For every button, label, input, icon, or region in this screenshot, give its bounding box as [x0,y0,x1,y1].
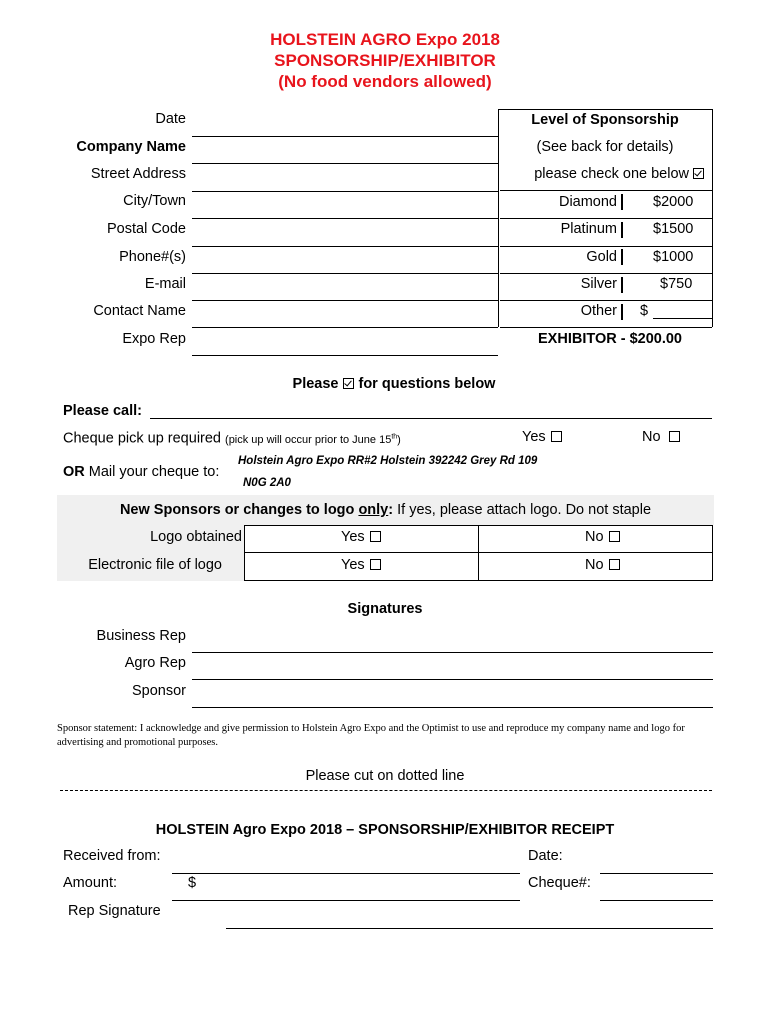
mail-cheque-label [63,464,219,480]
checkbox-icon[interactable] [609,531,620,542]
logo-table-border [244,525,245,580]
level-platinum-label: Platinum [560,221,617,237]
pickup-note-close: ) [397,433,401,446]
sponsorship-box-right-border [712,109,713,327]
business-rep-label: Business Rep [96,628,186,644]
electronic-logo-yes-label: Yes [341,557,365,573]
logo-heading-bold: New Sponsors or changes to logo [119,502,355,518]
dollar-sign: $ [188,875,197,891]
cheque-number-label: Cheque#: [528,875,591,891]
logo-obtained-no-label: No [585,529,604,545]
logo-obtained-no[interactable] [585,529,620,545]
contact-name-field[interactable] [192,327,498,328]
expo-rep-label: Expo Rep [122,331,186,347]
amount-label: Amount: [63,875,117,891]
receipt-date-label: Date: [528,848,563,864]
pickup-no-option[interactable] [642,429,680,445]
check-note-text: please check one below [534,166,689,182]
logo-table-border [712,525,713,580]
postal-code-field[interactable] [192,246,498,247]
level-platinum-price: $1500 [653,221,694,237]
street-address-label: Street Address [90,166,186,182]
level-diamond-label: Diamond [558,194,617,210]
other-amount-field[interactable] [653,318,712,319]
phone-field[interactable] [192,273,498,274]
postal-code-label: Postal Code [107,221,186,237]
agro-rep-label: Agro Rep [124,655,186,671]
or-label: OR [63,464,85,480]
street-address-field[interactable] [192,191,498,192]
city-town-field[interactable] [192,218,498,219]
logo-obtained-yes-label: Yes [341,529,365,545]
questions-heading-pre: Please [292,376,339,392]
level-gold-price: $1000 [653,249,694,265]
level-diamond-price: $2000 [653,194,694,210]
logo-table-border [478,525,479,580]
level-gold-label: Gold [586,249,617,265]
company-name-label: Company Name [76,139,186,155]
logo-table-border [244,580,713,581]
email-field[interactable] [192,300,498,301]
agro-rep-signature-field[interactable] [192,679,713,680]
logo-heading-colon: : [388,502,394,518]
form-note: (No food vendors allowed) [278,72,492,91]
sponsor-label: Sponsor [131,683,186,699]
pickup-note-sup: th [391,433,398,440]
electronic-logo-no-label: No [585,557,604,573]
sponsor-row-divider [500,218,712,219]
date-field[interactable] [192,136,498,137]
city-town-label: City/Town [123,193,186,209]
check-one-note [498,166,704,182]
questions-heading [0,376,770,392]
amount-field[interactable] [172,900,520,901]
received-from-label: Received from: [63,848,161,864]
contact-name-label: Contact Name [93,303,186,319]
please-call-label: Please call: [63,403,142,419]
rep-signature-label: Rep Signature [68,903,161,919]
expo-rep-field[interactable] [192,355,498,356]
business-rep-signature-field[interactable] [192,652,713,653]
please-call-field[interactable] [150,418,712,419]
level-diamond-checkbox[interactable] [621,194,623,210]
sponsor-statement: Sponsor statement: I acknowledge and give permission to Holstein Agro Expo and the Optimist to use and reproduce my company name and logo for advertising and promotional purposes. [57,723,685,748]
logo-obtained-label: Logo obtained [150,529,242,545]
cheque-number-field[interactable] [600,900,713,901]
cheque-pickup-label [63,429,401,448]
electronic-logo-yes[interactable] [341,557,381,573]
sponsor-signature-field[interactable] [192,707,713,708]
phone-label: Phone#(s) [119,249,186,265]
checkbox-icon[interactable] [609,559,620,570]
mailing-address-line2: N0G 2A0 [243,477,291,489]
email-label: E-mail [144,276,186,292]
level-silver-checkbox[interactable] [621,277,623,293]
checked-box-icon [693,168,704,179]
cheque-pickup-text: Cheque pick up required [63,430,221,447]
checkbox-icon[interactable] [370,559,381,570]
level-other-checkbox[interactable] [621,304,623,320]
checkbox-icon[interactable] [370,531,381,542]
exhibitor-option[interactable]: EXHIBITOR - $200.00 [538,331,682,347]
receipt-title: HOLSTEIN Agro Expo 2018 – SPONSORSHIP/EXHIBITOR RECEIPT [155,822,615,838]
level-other-label: Other [580,303,617,319]
pickup-note [225,434,401,446]
cut-instruction: Please cut on dotted line [305,768,465,784]
pickup-yes-option[interactable] [522,429,562,445]
pickup-yes-label: Yes [522,429,546,445]
sponsor-row-divider [500,300,712,301]
level-silver-label: Silver [580,276,617,292]
level-gold-checkbox[interactable] [621,249,623,265]
receipt-date-field[interactable] [600,873,713,874]
logo-heading-only: only [358,502,389,518]
rep-signature-field[interactable] [226,928,713,929]
sponsorship-box-top-border [498,109,712,110]
sponsor-row-divider [500,190,712,191]
logo-obtained-yes[interactable] [341,529,381,545]
electronic-logo-no[interactable] [585,557,620,573]
sponsor-row-divider [500,327,712,328]
checkbox-icon[interactable] [669,431,680,442]
sponsor-row-divider [500,273,712,274]
company-name-field[interactable] [192,163,498,164]
electronic-logo-label: Electronic file of logo [88,557,222,573]
received-from-field[interactable] [172,873,520,874]
form-subtitle: SPONSORSHIP/EXHIBITOR [274,51,496,70]
mail-cheque-text: Mail your cheque to: [88,464,220,480]
level-other-price: $ [640,303,649,319]
cut-line [60,790,712,791]
see-back-details: (See back for details) [536,139,674,155]
date-label: Date [155,111,186,127]
checked-box-icon [343,378,354,389]
level-platinum-checkbox[interactable] [621,222,623,238]
pickup-no-label: No [642,429,661,445]
level-silver-price: $750 [660,276,693,292]
logo-heading-rest: If yes, please attach logo. Do not staple [397,502,652,518]
sponsorship-level-title: Level of Sponsorship [531,112,679,128]
form-title: HOLSTEIN AGRO Expo 2018 [270,30,500,49]
mailing-address-line1: Holstein Agro Expo RR#2 Holstein 392242 Grey Rd 109 [238,455,538,467]
questions-heading-post: for questions below [358,376,496,392]
logo-heading [57,502,714,518]
pickup-note-text: (pick up will occur prior to June 15 [225,433,392,446]
sponsor-row-divider [500,246,712,247]
checkbox-icon[interactable] [551,431,562,442]
signatures-title: Signatures [347,601,423,617]
